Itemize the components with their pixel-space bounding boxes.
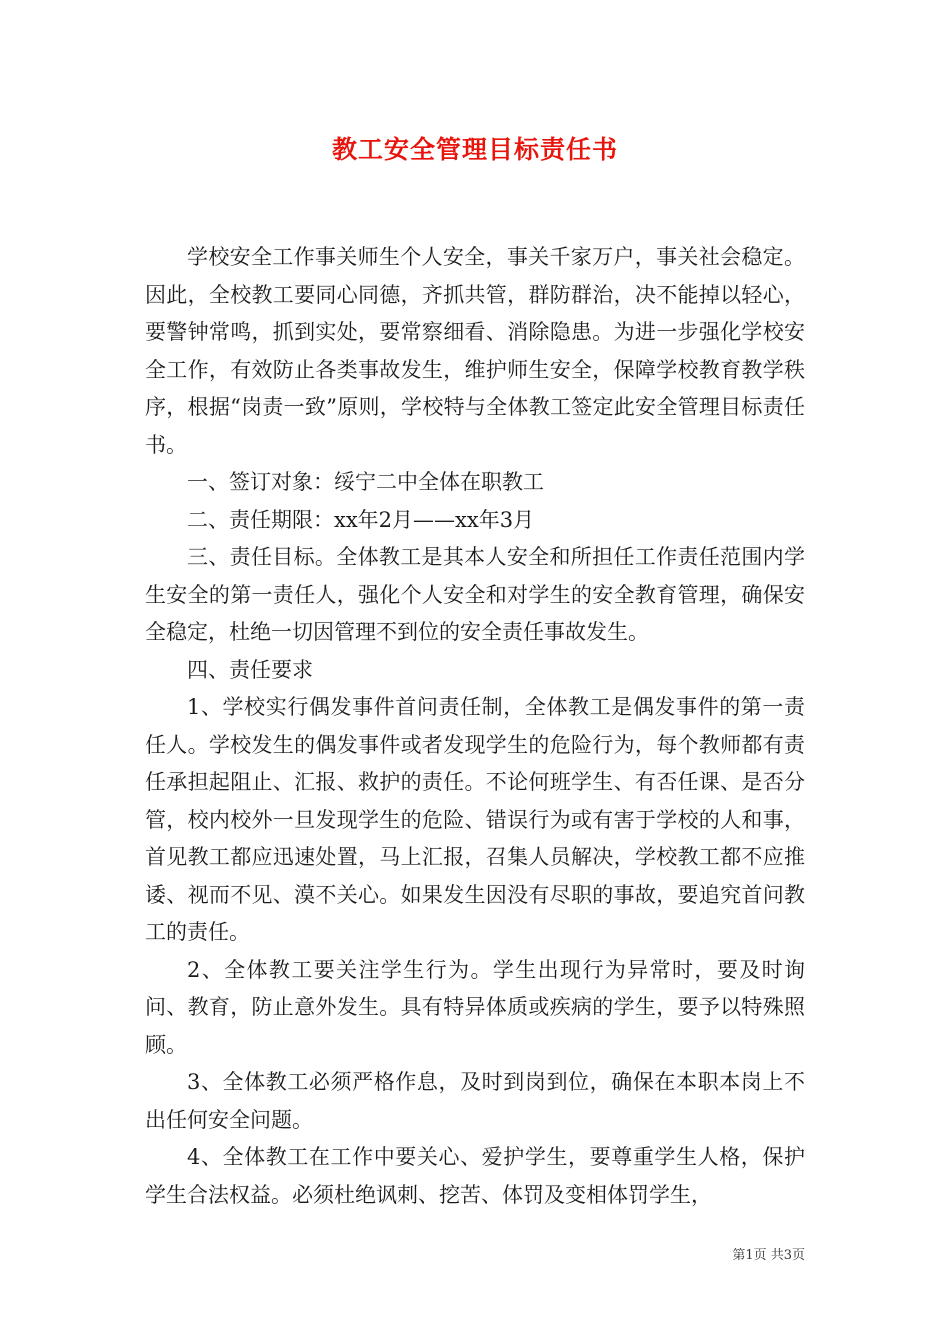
requirement-item-4: 4、全体教工在工作中要关心、爱护学生，要尊重学生人格，保护学生合法权益。必须杜绝讽刺、挖苦、体罚及变相体罚学生， — [145, 1145, 805, 1207]
intro-paragraph: 学校安全工作事关师生个人安全，事关千家万户，事关社会稳定。因此，全校教工要同心同德，齐抓共管，群防群治，决不能掉以轻心，要警钟常鸣，抓到实处，要常察细看、消除隐患。为进一步强化学校安全工作，有效防止各类事故发生，维护师生安全，保障学校教育教学秩序，根据“岗责一致”原则，学校特与全体教工签定此安全管理目标责任书。 — [145, 245, 805, 457]
document-title: 教工安全管理目标责任书 — [331, 135, 618, 164]
section-signing-target: 一、签订对象：绥宁二中全体在职教工 — [187, 470, 544, 494]
requirement-item-3: 3、全体教工必须严格作息，及时到岗到位，确保在本职本岗上不出任何安全问题。 — [145, 1070, 805, 1132]
section-responsibility-goal: 三、责任目标。全体教工是其本人安全和所担任工作责任范围内学生安全的第一责任人，强化个人安全和对学生的安全教育管理，确保安全稳定，杜绝一切因管理不到位的安全责任事故发生。 — [145, 545, 805, 644]
document-body — [145, 239, 805, 1214]
section-requirements-heading: 四、责任要求 — [187, 657, 313, 682]
section-responsibility-period: 二、责任期限：xx年2月——xx年3月 — [187, 507, 535, 532]
page-number-footer: 第1页 共3页 — [732, 1248, 805, 1263]
requirement-item-2: 2、全体教工要关注学生行为。学生出现行为异常时，要及时询问、教育，防止意外发生。具有特异体质或疾病的学生，要予以特殊照顾。 — [145, 957, 805, 1057]
requirement-item-1: 1、学校实行偶发事件首问责任制，全体教工是偶发事件的第一责任人。学校发生的偶发事件或者发现学生的危险行为，每个教师都有责任承担起阻止、汇报、救护的责任。不论何班学生、有否任课、是否分管，校内校外一旦发现学生的危险、错误行为或有害于学校的人和事，首见教工都应迅速处置，马上汇报，召集人员解决，学校教工都不应推诿、视而不见、漠不关心。如果发生因没有尽职的事故，要追究首问教工的责任。 — [145, 695, 805, 944]
